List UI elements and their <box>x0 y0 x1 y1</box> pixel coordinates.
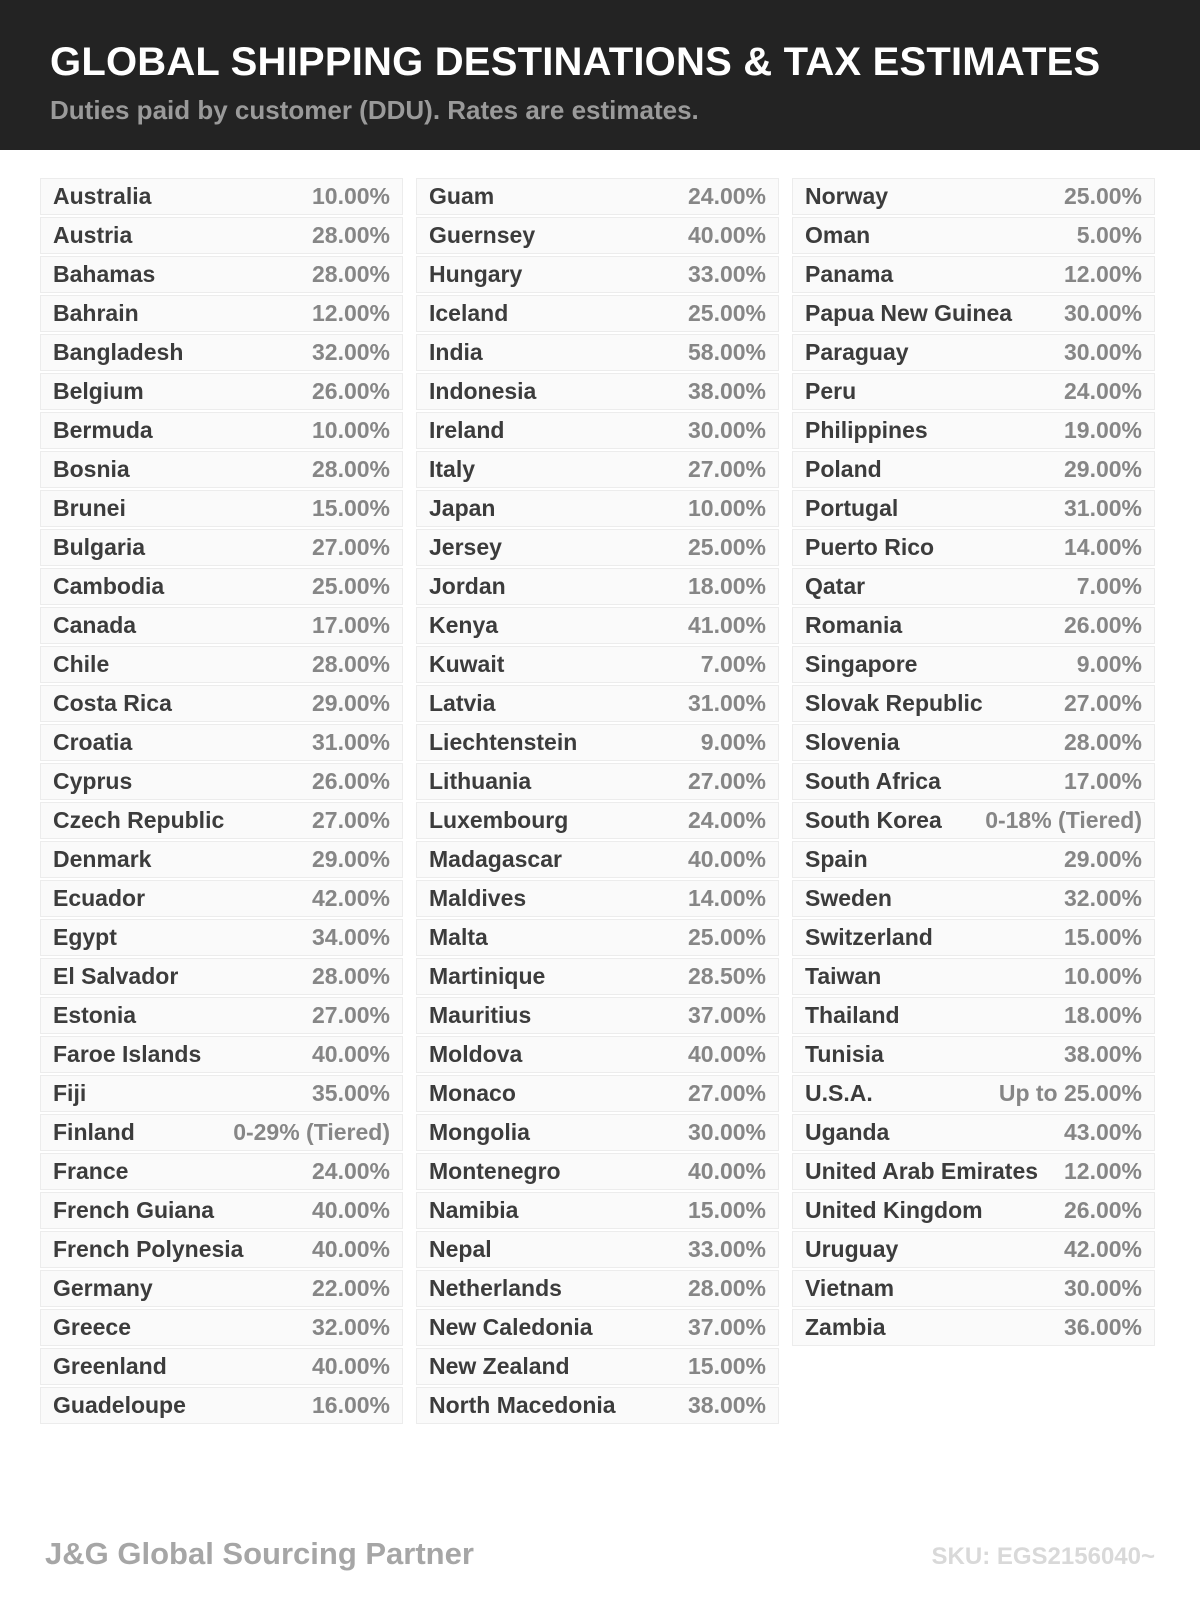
footer <box>0 1536 1200 1572</box>
country-name: Liechtenstein <box>429 729 578 755</box>
country-row <box>416 880 779 917</box>
country-name: Japan <box>429 495 496 521</box>
tax-rate: 30.00% <box>687 417 766 443</box>
country-row <box>416 1387 779 1424</box>
country-row <box>416 958 779 995</box>
country-name: North Macedonia <box>429 1392 616 1418</box>
tax-rate: 40.00% <box>311 1197 390 1223</box>
country-name: Qatar <box>805 573 866 599</box>
country-row <box>40 529 403 566</box>
tax-rate: 34.00% <box>311 924 390 950</box>
country-name: New Caledonia <box>429 1314 593 1340</box>
country-name: New Zealand <box>429 1353 570 1379</box>
country-row <box>792 529 1155 566</box>
country-name: Germany <box>53 1275 153 1301</box>
tax-rate: 27.00% <box>687 456 766 482</box>
country-name: Sweden <box>805 885 892 911</box>
tax-rate: 27.00% <box>311 534 390 560</box>
tax-rate: 25.00% <box>687 300 766 326</box>
country-name: Malta <box>429 924 488 950</box>
tax-rate: 16.00% <box>311 1392 390 1418</box>
tax-rate: 30.00% <box>1063 1275 1142 1301</box>
tax-rate: 15.00% <box>311 495 390 521</box>
tax-rate: 28.00% <box>311 963 390 989</box>
tax-table-column-3 <box>792 178 1155 1348</box>
country-row <box>40 607 403 644</box>
country-name: Luxembourg <box>429 807 569 833</box>
country-row <box>792 685 1155 722</box>
tax-rate: 0-29% (Tiered) <box>233 1119 390 1145</box>
brand-label: J&G Global Sourcing Partner <box>45 1536 474 1571</box>
country-name: Croatia <box>53 729 133 755</box>
country-name: Iceland <box>429 300 509 326</box>
country-row <box>40 334 403 371</box>
country-name: Taiwan <box>805 963 882 989</box>
country-name: Spain <box>805 846 868 872</box>
country-row <box>40 1153 403 1190</box>
country-name: Belgium <box>53 378 144 404</box>
country-row <box>40 1192 403 1229</box>
tax-rate: 26.00% <box>311 768 390 794</box>
country-row <box>416 334 779 371</box>
country-name: Zambia <box>805 1314 886 1340</box>
tax-rate: 40.00% <box>311 1236 390 1262</box>
country-name: Martinique <box>429 963 546 989</box>
country-name: Jordan <box>429 573 506 599</box>
country-name: Kenya <box>429 612 499 638</box>
country-name: Jersey <box>429 534 502 560</box>
tax-rate: 40.00% <box>687 1158 766 1184</box>
country-name: Bangladesh <box>53 339 184 365</box>
country-row <box>40 451 403 488</box>
tax-rate: 25.00% <box>687 534 766 560</box>
country-name: Montenegro <box>429 1158 561 1184</box>
country-name: Bosnia <box>53 456 130 482</box>
tax-rate: 7.00% <box>700 651 766 677</box>
tax-rate: 41.00% <box>687 612 766 638</box>
country-row <box>40 1387 403 1424</box>
country-row <box>40 724 403 761</box>
tax-rate: 7.00% <box>1076 573 1142 599</box>
tax-rate: 24.00% <box>687 807 766 833</box>
country-name: French Polynesia <box>53 1236 244 1262</box>
country-row <box>792 841 1155 878</box>
country-name: Slovak Republic <box>805 690 983 716</box>
tax-rate: 37.00% <box>687 1314 766 1340</box>
country-name: Finland <box>53 1119 135 1145</box>
country-row <box>792 1270 1155 1307</box>
tax-rate: 36.00% <box>1063 1314 1142 1340</box>
country-row <box>792 646 1155 683</box>
country-row <box>40 178 403 215</box>
tax-rate: 17.00% <box>1063 768 1142 794</box>
country-name: Italy <box>429 456 476 482</box>
country-name: Czech Republic <box>53 807 225 833</box>
tax-rate: 28.50% <box>687 963 766 989</box>
country-name: Costa Rica <box>53 690 172 716</box>
country-row <box>40 1231 403 1268</box>
country-row <box>40 1348 403 1385</box>
country-row <box>416 1270 779 1307</box>
country-row <box>416 295 779 332</box>
header <box>0 0 1200 150</box>
country-name: Netherlands <box>429 1275 562 1301</box>
country-row <box>416 1309 779 1346</box>
country-name: Uganda <box>805 1119 890 1145</box>
country-name: Guam <box>429 183 495 209</box>
country-name: Kuwait <box>429 651 505 677</box>
tax-rate: 12.00% <box>1063 261 1142 287</box>
tax-rate: 5.00% <box>1076 222 1142 248</box>
country-name: El Salvador <box>53 963 179 989</box>
country-name: Mongolia <box>429 1119 530 1145</box>
tax-rate: 15.00% <box>1063 924 1142 950</box>
tax-rate: 26.00% <box>1063 1197 1142 1223</box>
country-row <box>416 1231 779 1268</box>
country-name: French Guiana <box>53 1197 215 1223</box>
tax-rate: 33.00% <box>687 1236 766 1262</box>
country-name: Romania <box>805 612 903 638</box>
tax-rate: 10.00% <box>311 417 390 443</box>
country-name: Cambodia <box>53 573 165 599</box>
country-row <box>416 412 779 449</box>
tax-rate: 10.00% <box>1063 963 1142 989</box>
country-name: Poland <box>805 456 882 482</box>
tax-rate: 9.00% <box>700 729 766 755</box>
country-name: Lithuania <box>429 768 532 794</box>
tax-rate: 27.00% <box>1063 690 1142 716</box>
tax-rate: 18.00% <box>687 573 766 599</box>
country-row <box>416 1192 779 1229</box>
country-name: Faroe Islands <box>53 1041 202 1067</box>
country-name: Mauritius <box>429 1002 532 1028</box>
tax-table-column-1 <box>40 178 403 1426</box>
tax-rate: 18.00% <box>1063 1002 1142 1028</box>
tax-rate: 58.00% <box>687 339 766 365</box>
country-row <box>416 1075 779 1112</box>
country-row <box>416 997 779 1034</box>
country-name: Philippines <box>805 417 928 443</box>
tax-rate: 40.00% <box>687 1041 766 1067</box>
country-name: Cyprus <box>53 768 133 794</box>
country-name: Slovenia <box>805 729 900 755</box>
country-name: Guadeloupe <box>53 1392 186 1418</box>
country-row <box>792 295 1155 332</box>
tax-rate: 26.00% <box>311 378 390 404</box>
tax-rate: 28.00% <box>311 456 390 482</box>
country-name: Fiji <box>53 1080 87 1106</box>
tax-rate: 14.00% <box>687 885 766 911</box>
tax-rate: 28.00% <box>687 1275 766 1301</box>
country-row <box>792 373 1155 410</box>
country-row <box>40 802 403 839</box>
tax-rate: 27.00% <box>311 807 390 833</box>
country-name: Austria <box>53 222 133 248</box>
tax-rate: 25.00% <box>311 573 390 599</box>
country-name: Oman <box>805 222 871 248</box>
tax-table-column-2 <box>416 178 779 1426</box>
country-name: India <box>429 339 483 365</box>
tax-rate: 9.00% <box>1076 651 1142 677</box>
tax-rate: 42.00% <box>1063 1236 1142 1262</box>
page-subtitle: Duties paid by customer (DDU). Rates are estimates. <box>50 95 699 125</box>
tax-rate: 30.00% <box>1063 300 1142 326</box>
tax-rate: 38.00% <box>687 378 766 404</box>
country-row <box>792 1153 1155 1190</box>
country-row <box>416 841 779 878</box>
country-name: South Korea <box>805 807 942 833</box>
country-name: Panama <box>805 261 894 287</box>
country-name: Brunei <box>53 495 126 521</box>
country-row <box>416 919 779 956</box>
country-row <box>416 685 779 722</box>
country-row <box>40 958 403 995</box>
tax-rate: 29.00% <box>1063 456 1142 482</box>
country-row <box>792 568 1155 605</box>
country-row <box>792 490 1155 527</box>
tax-rate: 24.00% <box>687 183 766 209</box>
country-row <box>792 1114 1155 1151</box>
country-name: Bahamas <box>53 261 156 287</box>
tax-rate: 33.00% <box>687 261 766 287</box>
country-row <box>40 1075 403 1112</box>
country-name: Norway <box>805 183 889 209</box>
country-row <box>416 802 779 839</box>
country-row <box>40 568 403 605</box>
tax-rate: 29.00% <box>311 846 390 872</box>
tax-rate: 28.00% <box>311 261 390 287</box>
country-name: Hungary <box>429 261 523 287</box>
tax-rate: 15.00% <box>687 1197 766 1223</box>
country-name: Switzerland <box>805 924 933 950</box>
tax-rate: 22.00% <box>311 1275 390 1301</box>
country-row <box>40 1309 403 1346</box>
country-row <box>416 1348 779 1385</box>
tax-rate: 38.00% <box>1063 1041 1142 1067</box>
tax-table <box>40 178 1155 1426</box>
tax-rate: 43.00% <box>1063 1119 1142 1145</box>
country-name: Portugal <box>805 495 899 521</box>
tax-rate: 10.00% <box>687 495 766 521</box>
country-name: Chile <box>53 651 110 677</box>
tax-rate: 29.00% <box>311 690 390 716</box>
country-row <box>792 1075 1155 1112</box>
country-row <box>40 217 403 254</box>
tax-rate: 26.00% <box>1063 612 1142 638</box>
country-row <box>416 763 779 800</box>
country-name: Maldives <box>429 885 527 911</box>
tax-rate: 29.00% <box>1063 846 1142 872</box>
country-name: United Arab Emirates <box>805 1158 1039 1184</box>
country-row <box>792 1231 1155 1268</box>
country-row <box>416 646 779 683</box>
country-name: Thailand <box>805 1002 900 1028</box>
country-row <box>40 1036 403 1073</box>
country-row <box>40 880 403 917</box>
tax-rate: 12.00% <box>1063 1158 1142 1184</box>
country-row <box>416 178 779 215</box>
country-row <box>40 295 403 332</box>
tax-rate: 40.00% <box>687 846 766 872</box>
country-name: Bahrain <box>53 300 139 326</box>
country-name: U.S.A. <box>805 1080 873 1106</box>
country-row <box>792 217 1155 254</box>
country-name: Ecuador <box>53 885 146 911</box>
tax-rate: 40.00% <box>687 222 766 248</box>
tax-rate: 32.00% <box>311 1314 390 1340</box>
country-name: Papua New Guinea <box>805 300 1013 326</box>
country-name: Tunisia <box>805 1041 884 1067</box>
country-row <box>792 880 1155 917</box>
country-name: Namibia <box>429 1197 519 1223</box>
country-name: Indonesia <box>429 378 537 404</box>
country-row <box>416 217 779 254</box>
country-row <box>416 373 779 410</box>
country-name: United Kingdom <box>805 1197 983 1223</box>
country-name: France <box>53 1158 129 1184</box>
country-name: Peru <box>805 378 857 404</box>
tax-rate: 28.00% <box>311 222 390 248</box>
country-row <box>792 997 1155 1034</box>
country-row <box>416 1036 779 1073</box>
tax-rate: 28.00% <box>1063 729 1142 755</box>
country-name: Australia <box>53 183 152 209</box>
tax-rate: Up to 25.00% <box>998 1080 1142 1106</box>
country-row <box>792 1036 1155 1073</box>
country-name: Puerto Rico <box>805 534 935 560</box>
country-name: Egypt <box>53 924 117 950</box>
tax-rate: 27.00% <box>687 768 766 794</box>
tax-rate: 37.00% <box>687 1002 766 1028</box>
tax-rate: 10.00% <box>311 183 390 209</box>
country-row <box>792 1309 1155 1346</box>
tax-rate: 32.00% <box>1063 885 1142 911</box>
tax-rate: 31.00% <box>1063 495 1142 521</box>
country-row <box>416 724 779 761</box>
tax-rate: 42.00% <box>311 885 390 911</box>
country-name: Bulgaria <box>53 534 146 560</box>
country-name: Paraguay <box>805 339 909 365</box>
country-row <box>40 1114 403 1151</box>
country-row <box>40 997 403 1034</box>
tax-rate: 40.00% <box>311 1353 390 1379</box>
tax-rate: 19.00% <box>1063 417 1142 443</box>
page-title: GLOBAL SHIPPING DESTINATIONS & TAX ESTIMATES <box>50 40 1101 84</box>
tax-rate: 40.00% <box>311 1041 390 1067</box>
tax-rate: 24.00% <box>311 1158 390 1184</box>
country-name: Madagascar <box>429 846 562 872</box>
country-name: Ireland <box>429 417 505 443</box>
tax-rate: 35.00% <box>311 1080 390 1106</box>
country-name: Bermuda <box>53 417 153 443</box>
country-row <box>792 958 1155 995</box>
country-row <box>792 412 1155 449</box>
country-row <box>416 1153 779 1190</box>
country-row <box>792 451 1155 488</box>
country-row <box>416 490 779 527</box>
tax-rate: 27.00% <box>687 1080 766 1106</box>
country-row <box>40 490 403 527</box>
sku-label: SKU: EGS2156040~ <box>931 1543 1155 1570</box>
country-row <box>792 763 1155 800</box>
country-row <box>40 763 403 800</box>
country-row <box>792 724 1155 761</box>
country-row <box>416 256 779 293</box>
tax-rate: 24.00% <box>1063 378 1142 404</box>
country-name: Vietnam <box>805 1275 895 1301</box>
country-row <box>792 256 1155 293</box>
country-name: Estonia <box>53 1002 137 1028</box>
tax-rate: 25.00% <box>1063 183 1142 209</box>
country-row <box>792 802 1155 839</box>
tax-rate: 14.00% <box>1063 534 1142 560</box>
tax-rate: 17.00% <box>311 612 390 638</box>
tax-rate: 27.00% <box>311 1002 390 1028</box>
country-row <box>792 919 1155 956</box>
country-row <box>792 1192 1155 1229</box>
country-row <box>416 529 779 566</box>
country-row <box>40 646 403 683</box>
tax-rate: 12.00% <box>311 300 390 326</box>
country-name: Guernsey <box>429 222 536 248</box>
country-name: Monaco <box>429 1080 516 1106</box>
tax-rate: 31.00% <box>311 729 390 755</box>
country-name: Greece <box>53 1314 132 1340</box>
country-row <box>792 178 1155 215</box>
country-row <box>792 607 1155 644</box>
country-row <box>40 373 403 410</box>
country-name: Canada <box>53 612 137 638</box>
tax-rate: 0-18% (Tiered) <box>985 807 1142 833</box>
country-name: Uruguay <box>805 1236 899 1262</box>
country-name: Latvia <box>429 690 496 716</box>
tax-rate: 38.00% <box>687 1392 766 1418</box>
country-row <box>40 841 403 878</box>
country-row <box>416 451 779 488</box>
country-row <box>792 334 1155 371</box>
country-row <box>40 412 403 449</box>
country-name: Denmark <box>53 846 152 872</box>
country-name: Greenland <box>53 1353 167 1379</box>
tax-rate: 30.00% <box>1063 339 1142 365</box>
tax-rate: 32.00% <box>311 339 390 365</box>
tax-rate: 31.00% <box>687 690 766 716</box>
country-row <box>40 1270 403 1307</box>
country-row <box>416 1114 779 1151</box>
country-row <box>40 685 403 722</box>
country-name: Nepal <box>429 1236 492 1262</box>
country-row <box>416 568 779 605</box>
country-name: Moldova <box>429 1041 523 1067</box>
country-row <box>40 919 403 956</box>
country-row <box>416 607 779 644</box>
country-name: Singapore <box>805 651 918 677</box>
country-row <box>40 256 403 293</box>
country-name: South Africa <box>805 768 941 794</box>
tax-rate: 25.00% <box>687 924 766 950</box>
tax-rate: 28.00% <box>311 651 390 677</box>
tax-rate: 30.00% <box>687 1119 766 1145</box>
tax-rate: 15.00% <box>687 1353 766 1379</box>
